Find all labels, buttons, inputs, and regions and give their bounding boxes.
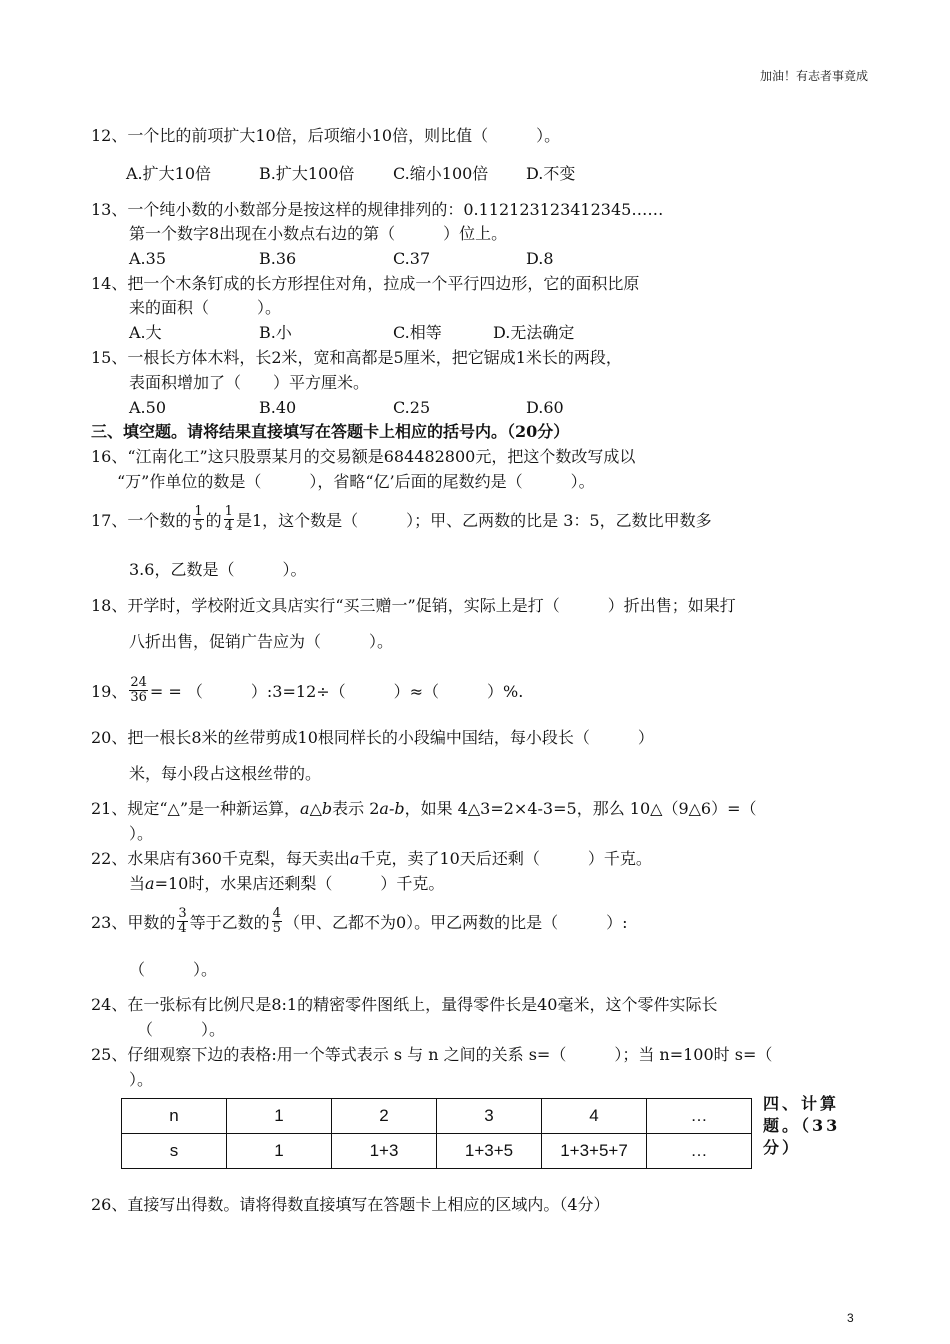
q19-line: 19、 $\frac{24}{36}$ = = （ ）:3=12÷（ ）≈（ ）%.	[91, 675, 524, 705]
q14-option-b: B.小	[259, 323, 292, 342]
q15-line1: 15、一根长方体木料，长2米，宽和高都是5厘米，把它锯成1米长的两段，	[91, 348, 622, 367]
table-row-s	[122, 1134, 752, 1169]
q16-line2: “万”作单位的数是（ ），省略“亿’后面的尾数约是（ ）。	[117, 472, 595, 491]
q17-fraction-1: $\frac{1}{5}$	[194, 504, 203, 534]
q12-option-b: B.扩大100倍	[259, 164, 355, 183]
q13-option-d: D.8	[526, 249, 554, 268]
q13-option-c: C.37	[393, 249, 431, 268]
q17-line2: 3.6，乙数是（ ）。	[129, 560, 307, 579]
q14-line2: 来的面积（ ）。	[129, 298, 282, 317]
q21-line2: ）。	[129, 824, 154, 843]
q23-line1: 23、甲数的 $\frac{3}{4}$ 等于乙数的 $\frac{4}{5}$ （甲、乙都不为0）。甲乙两数的比是（ ）:	[91, 906, 628, 936]
q12-option-d: D.不变	[526, 164, 576, 183]
table-cell: …	[647, 1134, 752, 1169]
q15-option-b: B.40	[259, 398, 297, 417]
q15-option-a: A.50	[129, 398, 166, 417]
table-row-n	[122, 1099, 752, 1134]
q14-option-d: D.无法确定	[493, 323, 575, 342]
table-cell: 1	[227, 1099, 332, 1134]
q24-line1: 24、在一张标有比例尺是8:1的精密零件图纸上，量得零件长是40毫米，这个零件实际长	[91, 995, 718, 1014]
q17-line1: 17、一个数的 $\frac{1}{5}$ 的 $\frac{1}{4}$ 是1，这个数是（ ）；甲、乙两数的比是 3：5，乙数比甲数多	[91, 504, 712, 534]
q18-line2: 八折出售，促销广告应为（ ）。	[129, 632, 394, 651]
q15-option-d: D.60	[526, 398, 564, 417]
q25-line2: ）。	[129, 1070, 154, 1089]
q23-fraction-1: $\frac{3}{4}$	[178, 906, 187, 936]
q26-line: 26、直接写出得数。请将得数直接填写在答题卡上相应的区域内。（4分）	[91, 1195, 610, 1214]
q20-line2: 米，每小段占这根丝带的。	[129, 764, 322, 783]
q16-line1: 16、“江南化工”这只股票某月的交易额是684482800元，把这个数改写成以	[91, 447, 636, 466]
section3-title: 三、填空题。请将结果直接填写在答题卡上相应的括号内。（20分）	[91, 422, 570, 441]
q13-option-a: A.35	[129, 249, 166, 268]
q21-line1: 21、规定“△”是一种新运算，a△b表示 2a-b，如果 4△3=2×4-3=5，那么 10△（9△6）=（	[91, 799, 757, 818]
table-cell: 4	[542, 1099, 647, 1134]
q23-line2: （ ）。	[129, 960, 218, 979]
q19-fraction: $\frac{24}{36}$	[130, 675, 147, 705]
q12-option-a: A.扩大10倍	[126, 164, 212, 183]
section4-title: 四、计算题。（33分）	[763, 1094, 841, 1157]
q20-line1: 20、把一根长8米的丝带剪成10根同样长的小段编中国结，每小段长（ ）	[91, 728, 654, 747]
table-cell: 3	[437, 1099, 542, 1134]
q14-option-c: C.相等	[393, 323, 442, 342]
header-motto: 加油！有志者事竟成	[760, 69, 869, 83]
table-cell: 1+3+5	[437, 1134, 542, 1169]
q17-fraction-2: $\frac{1}{4}$	[224, 504, 233, 534]
q14-line1: 14、把一个木条钉成的长方形捏住对角，拉成一个平行四边形，它的面积比原	[91, 274, 640, 293]
q23-fraction-2: $\frac{4}{5}$	[272, 906, 281, 936]
table-cell: 2	[332, 1099, 437, 1134]
table-cell: 1	[227, 1134, 332, 1169]
q13-line1: 13、一个纯小数的小数部分是按这样的规律排列的：0.112123123412345……	[91, 200, 664, 219]
q25-line1: 25、仔细观察下边的表格:用一个等式表示 s 与 n 之间的关系 s=（ ）；当 n=100时 s=（	[91, 1045, 773, 1064]
q12-stem: 12、一个比的前项扩大10倍，后项缩小10倍，则比值（ ）。	[91, 126, 561, 145]
q15-line2: 表面积增加了（ ）平方厘米。	[129, 373, 370, 392]
q14-option-a: A.大	[129, 323, 162, 342]
table-cell: n	[122, 1099, 227, 1134]
q22-line2: 当a=10时，水果店还剩梨（ ）千克。	[129, 874, 445, 893]
q13-option-b: B.36	[259, 249, 297, 268]
q24-line2: （ ）。	[137, 1020, 226, 1039]
table-cell: 1+3	[332, 1134, 437, 1169]
q18-line1: 18、开学时，学校附近文具店实行“买三赠一”促销，实际上是打（ ）折出售；如果打	[91, 596, 736, 615]
q22-line1: 22、水果店有360千克梨，每天卖出a千克，卖了10天后还剩（ ）千克。	[91, 849, 652, 868]
table-cell: …	[647, 1099, 752, 1134]
table-cell: 1+3+5+7	[542, 1134, 647, 1169]
table-cell: s	[122, 1134, 227, 1169]
q12-option-c: C.缩小100倍	[393, 164, 489, 183]
page-number: 3	[847, 1311, 854, 1325]
q13-line2: 第一个数字8出现在小数点右边的第（ ）位上。	[129, 224, 508, 243]
q15-option-c: C.25	[393, 398, 431, 417]
sequence-table	[121, 1098, 752, 1169]
